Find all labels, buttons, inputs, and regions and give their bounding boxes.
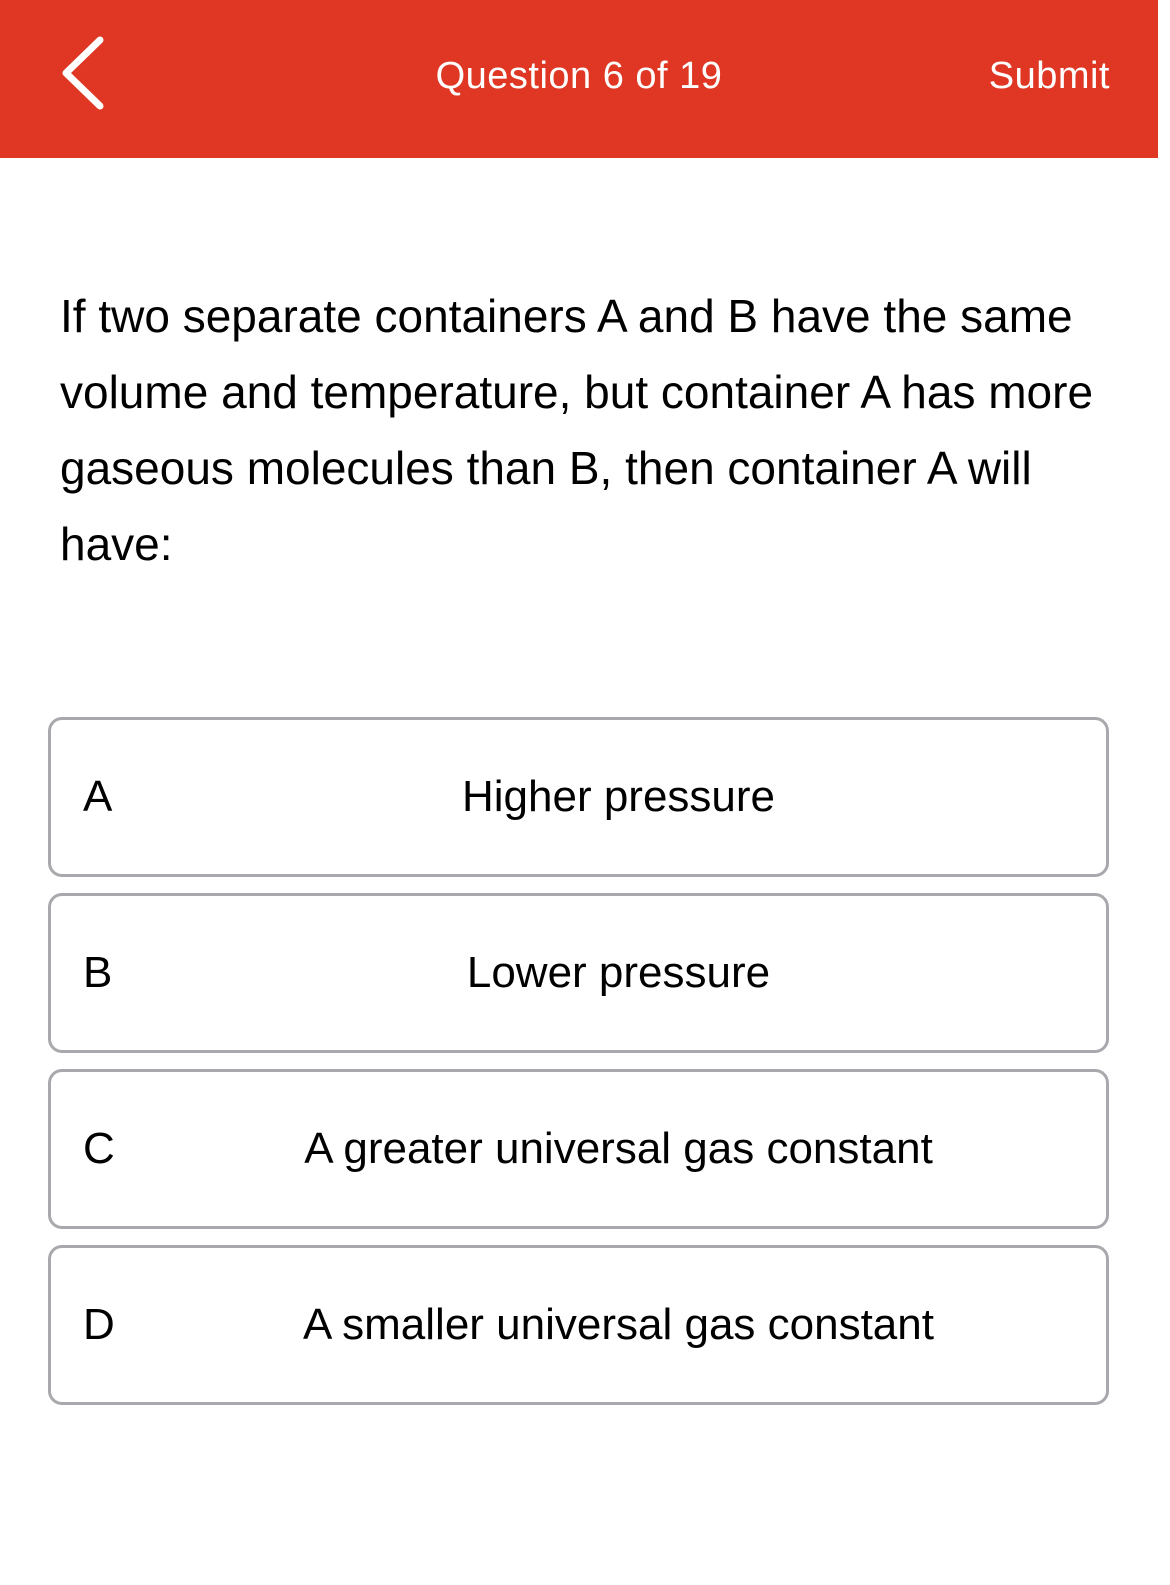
submit-button[interactable]: Submit <box>988 55 1110 97</box>
top-bar <box>0 0 1158 158</box>
option-letter: A <box>83 772 113 821</box>
option-label: A smaller universal gas constant <box>303 1300 934 1349</box>
option-letter: D <box>83 1300 115 1349</box>
option-label: A greater universal gas constant <box>304 1124 933 1173</box>
option-letter: C <box>83 1124 115 1173</box>
option-letter: B <box>83 948 113 997</box>
option-label: Lower pressure <box>466 948 771 997</box>
option-label: Higher pressure <box>461 772 776 821</box>
option-b-button[interactable] <box>48 893 1109 1053</box>
question-text: If two separate containers A and B have the same volume and temperature, but container A has more gaseous molecules than B, then container A will have: <box>60 290 1094 570</box>
answer-options <box>48 717 1109 1421</box>
page-title: Question 6 of 19 <box>435 55 723 97</box>
option-c-button[interactable] <box>48 1069 1109 1229</box>
option-d-button[interactable] <box>48 1245 1109 1405</box>
option-a-button[interactable] <box>48 717 1109 877</box>
